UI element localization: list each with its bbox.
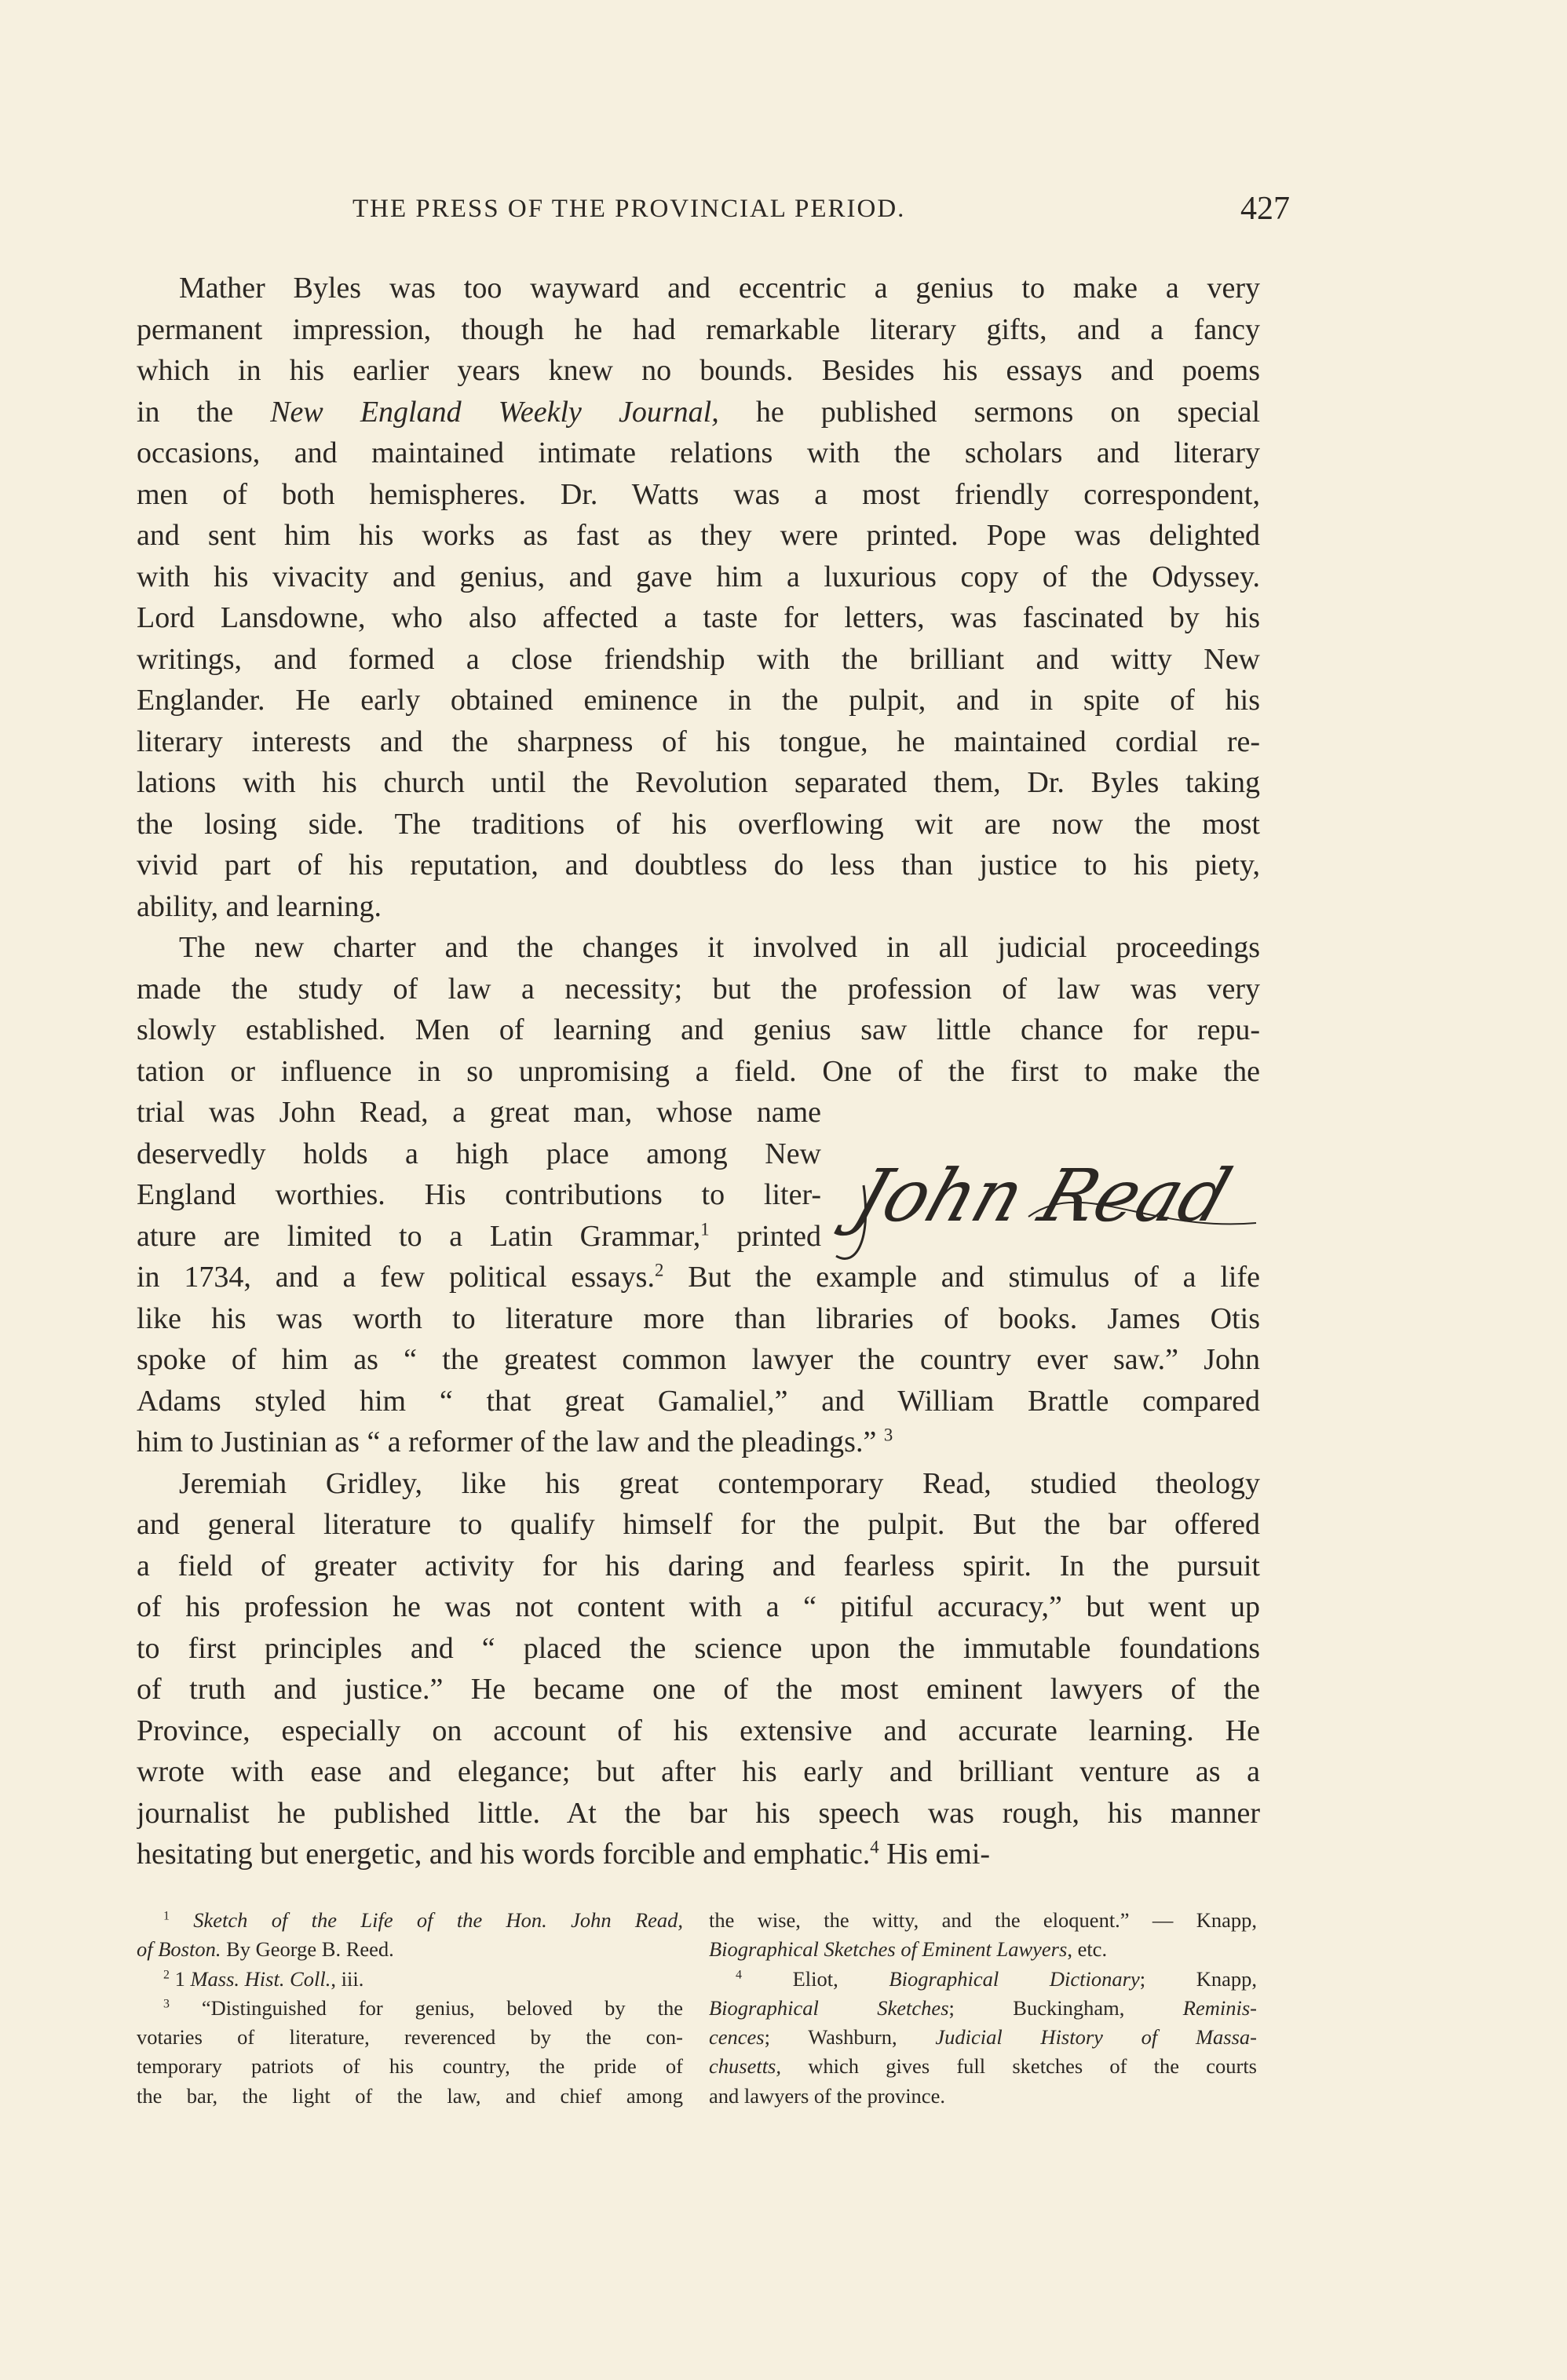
text-line [137, 557, 1260, 598]
text-run: men of both hemispheres. Dr. Watts was a most friendly correspondent, [137, 477, 1260, 511]
footnotes-left-column [137, 1906, 683, 2111]
text-run: and general literature to qualify himself for the pulpit. But the bar offered [137, 1508, 1260, 1541]
text-run: slowly established. Men of learning and genius saw little chance for repu- [137, 1013, 1260, 1046]
text-line [137, 1546, 1260, 1587]
text-run: temporary patriots of his country, the pride of [137, 2054, 683, 2079]
text-run: Englander. He early obtained eminence in the pulpit, and in spite of his [137, 684, 1260, 717]
text-line [137, 1298, 1260, 1340]
text-run: ; Buckingham, [948, 1995, 1183, 2020]
text-run: spoke of him as “ the greatest common lawyer the country ever saw.” John [137, 1343, 1260, 1376]
italic-text: New England Weekly Journal, [270, 395, 719, 429]
body-text [137, 268, 1260, 1875]
text-run: ature are limited to a Latin Grammar, [137, 1219, 701, 1253]
footnote-marker: 3 [163, 1997, 170, 2011]
italic-text: of Boston. [137, 1937, 221, 1962]
footnote-marker: 4 [870, 1837, 879, 1857]
italic-text: Biographical Sketches of Eminent Lawyers [709, 1937, 1068, 1962]
text-run: writings, and formed a close friendship with the brilliant and witty New [137, 642, 1260, 676]
text-line [137, 680, 1260, 721]
text-run: “Distinguished for genius, beloved by the [169, 1995, 683, 2020]
text-run: to first principles and “ placed the science upon the immutable foundations [137, 1631, 1260, 1665]
text-run: made the study of law a necessity; but the profession of law was very [137, 972, 1260, 1006]
text-line [137, 1051, 1260, 1093]
italic-text: Mass. Hist. Coll. [190, 1966, 331, 1991]
text-run: Province, especially on account of his extensive and accurate learning. He [137, 1714, 1260, 1747]
svg-text:John Read: John Read [844, 1154, 1247, 1239]
text-run: ability, and learning. [137, 889, 382, 923]
text-run: he published sermons on special [718, 395, 1260, 429]
italic-text: Sketch of the Life of the Hon. John Read, [193, 1908, 683, 1932]
footnote-line [137, 2052, 683, 2081]
text-run: printed [709, 1219, 821, 1253]
text-line [137, 1216, 821, 1258]
text-run: tation or influence in so unpromising a field. One of the first to make the [137, 1054, 1260, 1088]
text-run: trial was John Read, a great man, whose name [137, 1096, 821, 1129]
text-run: Adams styled him “ that great Gamaliel,” and William Brattle compared [137, 1384, 1260, 1418]
text-line [137, 597, 1260, 639]
text-run: the losing side. The traditions of his overflowing wit are now the most [137, 807, 1260, 841]
footnote-line [709, 1965, 1257, 1994]
text-line [137, 1463, 1260, 1505]
text-line [137, 392, 1260, 433]
footnote-marker: 3 [883, 1425, 893, 1445]
text-run: a field of greater activity for his daring and fearless spirit. In the pursuit [137, 1549, 1260, 1582]
footnote-marker: 1 [700, 1218, 710, 1239]
footnote-line [137, 1965, 683, 1994]
text-run: deservedly holds a high place among New [137, 1137, 821, 1170]
text-line [137, 762, 1260, 804]
footnote-marker: 4 [736, 1968, 742, 1982]
text-run: lations with his church until the Revolution separated them, Dr. Byles taking [137, 766, 1260, 799]
footnote-line [137, 2023, 683, 2052]
text-line [137, 309, 1260, 351]
text-run: Mather Byles was too wayward and eccentric a genius to make a very [179, 272, 1260, 305]
text-line [137, 1339, 1260, 1381]
footnote-line [709, 2052, 1257, 2081]
page-number: 427 [1240, 191, 1290, 227]
text-run: But the example and stimulus of a life [663, 1261, 1260, 1294]
footnote-line [709, 2023, 1257, 2052]
running-title: THE PRESS OF THE PROVINCIAL PERIOD. [352, 195, 906, 223]
text-line [137, 433, 1260, 474]
john-read-signature [832, 1130, 1272, 1279]
footnotes-right-column [709, 1906, 1257, 2111]
text-run: in the [137, 395, 271, 429]
text-line [137, 1504, 1260, 1546]
text-run: hesitating but energetic, and his words forcible and emphatic. [137, 1838, 871, 1871]
text-run [170, 1908, 193, 1932]
footnote-line [137, 1935, 683, 1964]
text-run: The new charter and the changes it involved in all judicial proceedings [179, 931, 1260, 964]
text-run: , iii. [331, 1966, 364, 1991]
text-run: ; Knapp, [1139, 1966, 1257, 1991]
text-run: His emi- [878, 1838, 991, 1871]
text-line [137, 474, 1260, 516]
text-line [137, 1793, 1260, 1834]
text-run: and sent him his works as fast as they were printed. Pope was delighted [137, 519, 1260, 552]
italic-text: Biographical Dictionary [889, 1966, 1140, 1991]
text-line [137, 1751, 1260, 1793]
text-run: which in his earlier years knew no bounds. Besides his essays and poems [137, 354, 1260, 387]
italic-text: Biographical Sketches [709, 1995, 949, 2020]
text-run: occasions, and maintained intimate relations with the scholars and literary [137, 436, 1260, 469]
footnote-line [137, 1994, 683, 2023]
text-run: vivid part of his reputation, and doubtless do less than justice to his piety, [137, 849, 1260, 882]
text-run: and lawyers of the province. [709, 2083, 945, 2108]
text-line [137, 1174, 821, 1216]
text-run: in 1734, and a few political essays. [137, 1261, 655, 1294]
text-run: votaries of literature, reverenced by the con- [137, 2025, 683, 2050]
text-line [137, 1669, 1260, 1710]
footnote-line [709, 1935, 1257, 1964]
text-run: which gives full sketches of the courts [781, 2054, 1257, 2079]
text-line [137, 1586, 1260, 1628]
text-line [137, 1834, 1260, 1875]
text-run: , etc. [1067, 1937, 1108, 1962]
text-run: literary interests and the sharpness of his tongue, he maintained cordial re- [137, 725, 1260, 758]
text-run: the wise, the witty, and the eloquent.” — Knapp, [709, 1908, 1257, 1932]
footnote-marker: 2 [163, 1968, 170, 1982]
text-line [137, 1710, 1260, 1752]
text-line [137, 804, 1260, 845]
footnote-line [709, 1994, 1257, 2023]
text-line [137, 1092, 821, 1133]
italic-text: chusetts, [709, 2054, 781, 2079]
footnote-marker: 2 [654, 1260, 664, 1280]
text-run: of his profession he was not content with a “ pitiful accuracy,” but went up [137, 1590, 1260, 1623]
footnote-line [709, 2082, 1257, 2111]
text-line [137, 268, 1260, 309]
italic-text: cences [709, 2025, 765, 2050]
text-line [137, 969, 1260, 1010]
text-run: wrote with ease and elegance; but after his early and brilliant venture as a [137, 1755, 1260, 1788]
text-run: ; Washburn, [764, 2025, 936, 2050]
text-run: Lord Lansdowne, who also affected a taste for letters, was fascinated by his [137, 601, 1260, 634]
italic-text: Reminis- [1182, 1995, 1257, 2020]
text-run: England worthies. His contributions to liter- [137, 1178, 821, 1211]
footnote-line [137, 1906, 683, 1935]
text-line [137, 886, 1260, 928]
text-run: Jeremiah Gridley, like his great contemporary Read, studied theology [179, 1466, 1260, 1500]
text-run: 1 [169, 1966, 191, 1991]
text-line [137, 515, 1260, 557]
text-run: like his was worth to literature more than libraries of books. James Otis [137, 1301, 1260, 1335]
text-run: permanent impression, though he had remarkable literary gifts, and a fancy [137, 312, 1260, 346]
text-run: the bar, the light of the law, and chief among [137, 2083, 683, 2108]
footnote-line [709, 1906, 1257, 1935]
text-line [137, 1009, 1260, 1051]
text-line [137, 721, 1260, 763]
text-line [137, 927, 1260, 969]
text-run: with his vivacity and genius, and gave him a luxurious copy of the Odyssey. [137, 560, 1260, 593]
text-run: Eliot, [741, 1966, 889, 1991]
text-line [137, 1133, 821, 1175]
text-line [137, 350, 1260, 392]
text-run: journalist he published little. At the bar his speech was rough, his manner [137, 1796, 1260, 1830]
text-line [137, 845, 1260, 886]
footnote-marker: 1 [163, 1909, 170, 1923]
text-run: of truth and justice.” He became one of the most eminent lawyers of the [137, 1673, 1260, 1706]
text-run: By George B. Reed. [221, 1937, 394, 1962]
text-line [137, 639, 1260, 681]
text-line [137, 1381, 1260, 1422]
footnote-line [137, 2082, 683, 2111]
italic-text: Judicial History of Massa- [935, 2025, 1257, 2050]
text-run: him to Justinian as “ a reformer of the law and the pleadings.” [137, 1425, 884, 1458]
text-line [137, 1628, 1260, 1670]
text-line [137, 1422, 1260, 1463]
